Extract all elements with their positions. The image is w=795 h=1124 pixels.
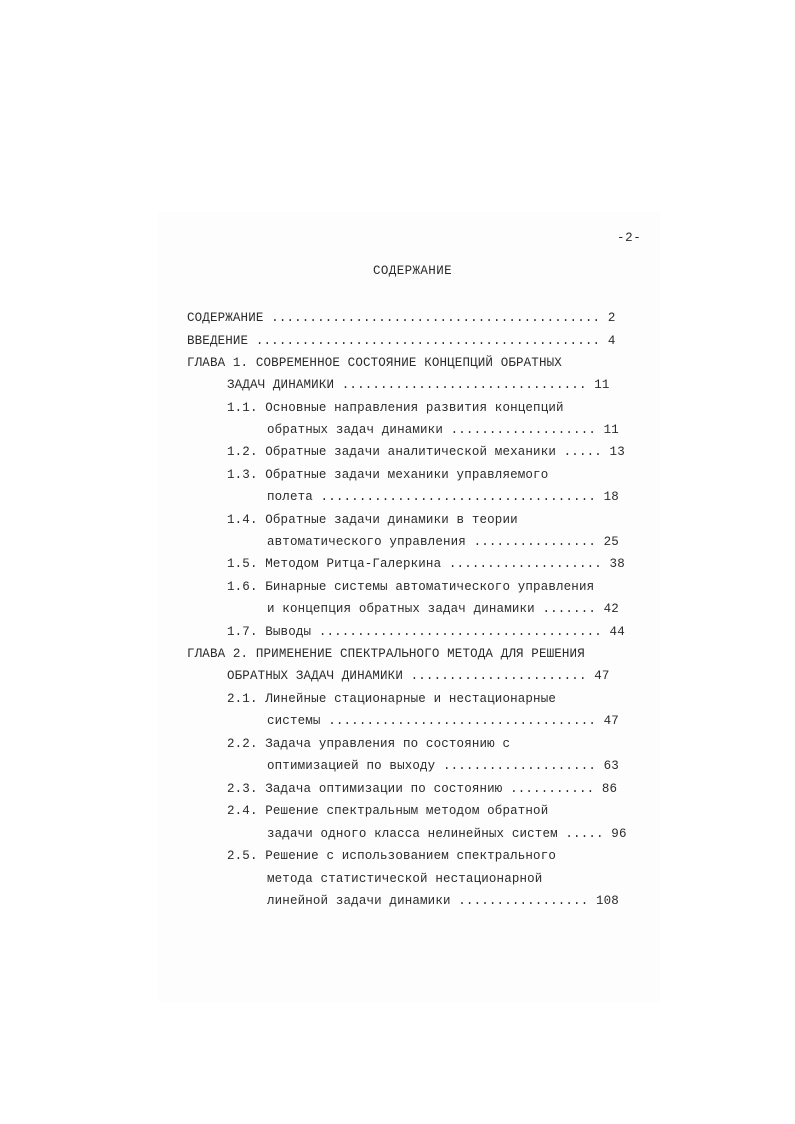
toc-entry-1-5: 1.5. Методом Ритца-Галеркина .................... 38 — [227, 557, 625, 571]
toc-entry-1-3: 1.3. Обратные задачи механики управляемого — [227, 468, 549, 482]
toc-heading: СОДЕРЖАНИЕ — [373, 264, 453, 278]
toc-entry-2-1-cont: системы ................................... 47 — [267, 714, 619, 728]
toc-entry-contents: СОДЕРЖАНИЕ ........................................... 2 — [187, 311, 616, 325]
toc-entry-1-4-cont: автоматического управления ................ 25 — [267, 535, 619, 549]
toc-entry-2-3: 2.3. Задача оптимизации по состоянию ........... 86 — [227, 782, 618, 796]
toc-entry-introduction: ВВЕДЕНИЕ ............................................. 4 — [187, 334, 616, 348]
toc-entry-2-2: 2.2. Задача управления по состоянию с — [227, 737, 511, 751]
toc-entry-1-6-cont: и концепция обратных задач динамики ....... 42 — [267, 602, 619, 616]
toc-entry-2-2-cont: оптимизацией по выходу .................... 63 — [267, 759, 619, 773]
toc-entry-2-4-cont: задачи одного класса нелинейных систем ..... 96 — [267, 827, 627, 841]
toc-entry-1-2: 1.2. Обратные задачи аналитической механики ..... 13 — [227, 445, 625, 459]
toc-entry-chapter-1: ГЛАВА 1. СОВРЕМЕННОЕ СОСТОЯНИЕ КОНЦЕПЦИЙ ОБРАТНЫХ — [187, 356, 562, 370]
toc-entry-2-1: 2.1. Линейные стационарные и нестационарные — [227, 692, 557, 706]
toc-entry-2-4: 2.4. Решение спектральным методом обратной — [227, 804, 549, 818]
page-number: -2- — [617, 231, 642, 245]
toc-entry-chapter-1-cont: ЗАДАЧ ДИНАМИКИ ................................ 11 — [227, 378, 610, 392]
toc-entry-chapter-2: ГЛАВА 2. ПРИМЕНЕНИЕ СПЕКТРАЛЬНОГО МЕТОДА ДЛЯ РЕШЕНИЯ — [187, 647, 585, 661]
toc-entry-2-5-cont-1: метода статистической нестационарной — [267, 872, 543, 886]
toc-entry-1-7: 1.7. Выводы ..................................... 44 — [227, 625, 625, 639]
toc-entry-1-1: 1.1. Основные направления развития концепций — [227, 401, 564, 415]
toc-entry-2-5: 2.5. Решение с использованием спектрального — [227, 849, 557, 863]
toc-entry-2-5-cont-2: линейной задачи динамики ................. 108 — [267, 894, 619, 908]
toc-entry-chapter-2-cont: ОБРАТНЫХ ЗАДАЧ ДИНАМИКИ ....................... 47 — [227, 669, 610, 683]
toc-entry-1-4: 1.4. Обратные задачи динамики в теории — [227, 513, 518, 527]
toc-entry-1-6: 1.6. Бинарные системы автоматического управления — [227, 580, 595, 594]
toc-entry-1-3-cont: полета .................................... 18 — [267, 490, 619, 504]
toc-entry-1-1-cont: обратных задач динамики ................... 11 — [267, 423, 619, 437]
